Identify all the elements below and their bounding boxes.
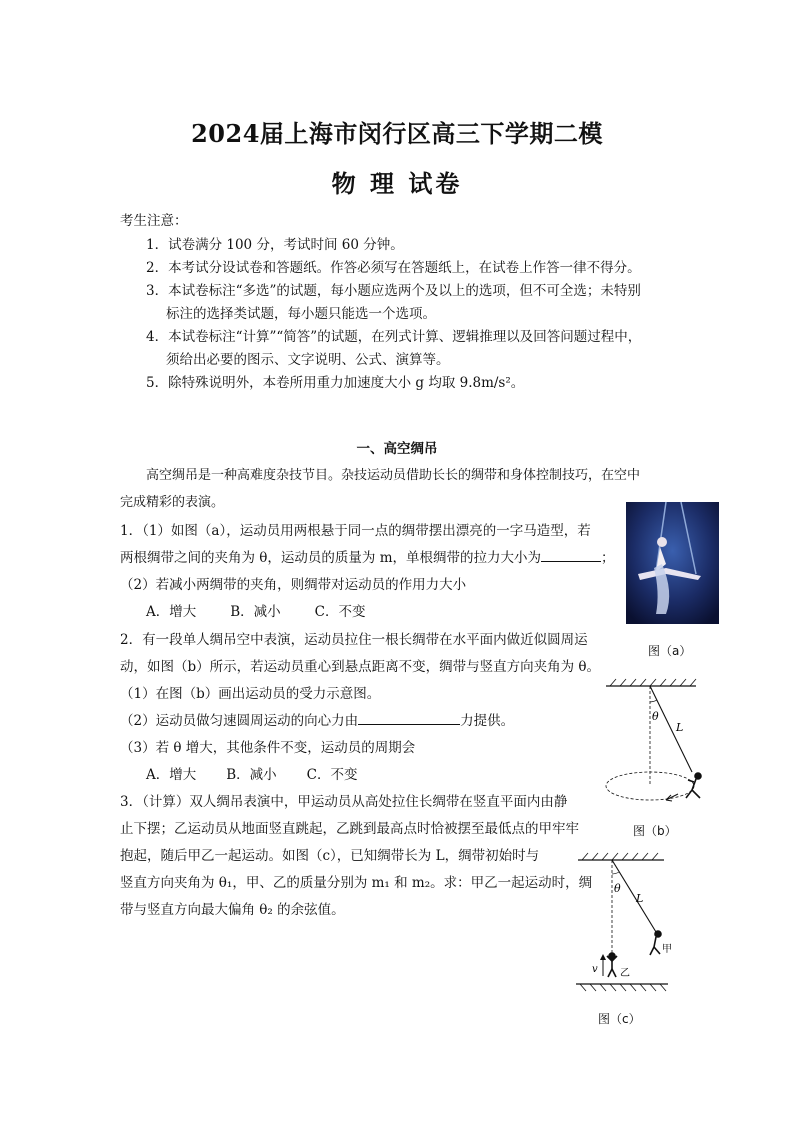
answer-blank — [358, 712, 460, 725]
section-title: 一、高空绸吊 — [356, 441, 438, 457]
figure-a-photo — [626, 502, 719, 624]
notice-item: 须给出必要的图示、文字说明、公式、演算等。 — [166, 352, 450, 368]
notice-item: 4．本试卷标注“计算”“简答”的试题，在列式计算、逻辑推理以及回答问题过程中， — [146, 329, 642, 345]
notice-heading: 考生注意： — [120, 213, 188, 229]
figure-a-caption: 图（a） — [648, 644, 692, 658]
angle-label: θ — [652, 710, 659, 723]
q3-line: 3．（计算）双人绸吊表演中，甲运动员从高处拉住长绸带在竖直平面内由静 — [120, 794, 568, 810]
section-intro: 完成精彩的表演。 — [120, 495, 225, 510]
q1-options — [146, 603, 366, 621]
answer-blank — [541, 549, 601, 562]
q2-line: （1）在图（b）画出运动员的受力示意图。 — [120, 686, 381, 702]
q3-line: 带与竖直方向最大偏角 θ₂ 的余弦值。 — [120, 902, 345, 918]
figure-b-diagram — [600, 676, 710, 816]
velocity-label: v — [592, 964, 598, 975]
option-a: A．增大 — [146, 604, 197, 620]
length-label: L — [676, 721, 684, 734]
q1-line: 1．（1）如图（a），运动员用两根悬于同一点的绸带摆出漂亮的一字马造型，若 — [120, 523, 591, 539]
notice-item: 2．本考试分设试卷和答题纸。作答必须写在答题纸上，在试卷上作答一律不得分。 — [146, 260, 641, 276]
q3-line: 竖直方向夹角为 θ₁，甲、乙的质量分别为 m₁ 和 m₂。求：甲乙一起运动时，绸 — [120, 875, 593, 891]
figure-c-caption: 图（c） — [598, 1012, 641, 1026]
option-a: A．增大 — [146, 767, 197, 783]
figure-b-caption: 图（b） — [633, 824, 677, 838]
q2-options — [146, 766, 358, 784]
person-yi-label: 乙 — [620, 968, 630, 979]
q2-line: （3）若 θ 增大，其他条件不变，运动员的周期会 — [120, 740, 416, 756]
notice-item: 1．试卷满分 100 分，考试时间 60 分钟。 — [146, 237, 404, 253]
option-c: C．不变 — [314, 604, 366, 620]
page-title: 2024届上海市闵行区高三下学期二模 — [191, 119, 603, 148]
figure-c-diagram — [572, 852, 672, 1000]
person-jia-label: 甲 — [662, 944, 672, 955]
page-subtitle: 物 理 试卷 — [331, 169, 463, 198]
q2-line: 动，如图（b）所示，若运动员重心到悬点距离不变，绸带与竖直方向夹角为 θ。 — [120, 659, 601, 675]
notice-item: 标注的选择类试题，每小题只能选一个选项。 — [166, 306, 436, 322]
option-b: B．减小 — [230, 604, 281, 620]
notice-item: 3．本试卷标注“多选”的试题，每小题应选两个及以上的选项，但不可全选；未特别 — [146, 283, 641, 299]
q3-line: 抱起，随后甲乙一起运动。如图（c），已知绸带长为 L，绸带初始时与 — [120, 848, 540, 864]
notice-item: 5．除特殊说明外，本卷所用重力加速度大小 g 均取 9.8m/s²。 — [146, 375, 525, 391]
angle-label: θ — [614, 882, 621, 895]
section-intro: 高空绸吊是一种高难度杂技节目。杂技运动员借助长长的绸带和身体控制技巧，在空中 — [146, 468, 641, 483]
option-b: B．减小 — [226, 767, 277, 783]
q2-line: 2．有一段单人绸吊空中表演，运动员拉住一根长绸带在水平面内做近似圆周运 — [120, 632, 588, 648]
q1-line: （2）若减小两绸带的夹角，则绸带对运动员的作用力大小 — [120, 577, 467, 593]
q1-line: 两根绸带之间的夹角为 θ，运动员的质量为 m，单根绸带的拉力大小为 ； — [120, 550, 615, 566]
q3-line: 止下摆；乙运动员从地面竖直跳起，乙跳到最高点时恰被摆至最低点的甲牢牢 — [120, 821, 579, 837]
q2-line: （2）运动员做匀速圆周运动的向心力由 力提供。 — [120, 713, 515, 729]
option-c: C．不变 — [306, 767, 358, 783]
length-label: L — [636, 892, 644, 905]
